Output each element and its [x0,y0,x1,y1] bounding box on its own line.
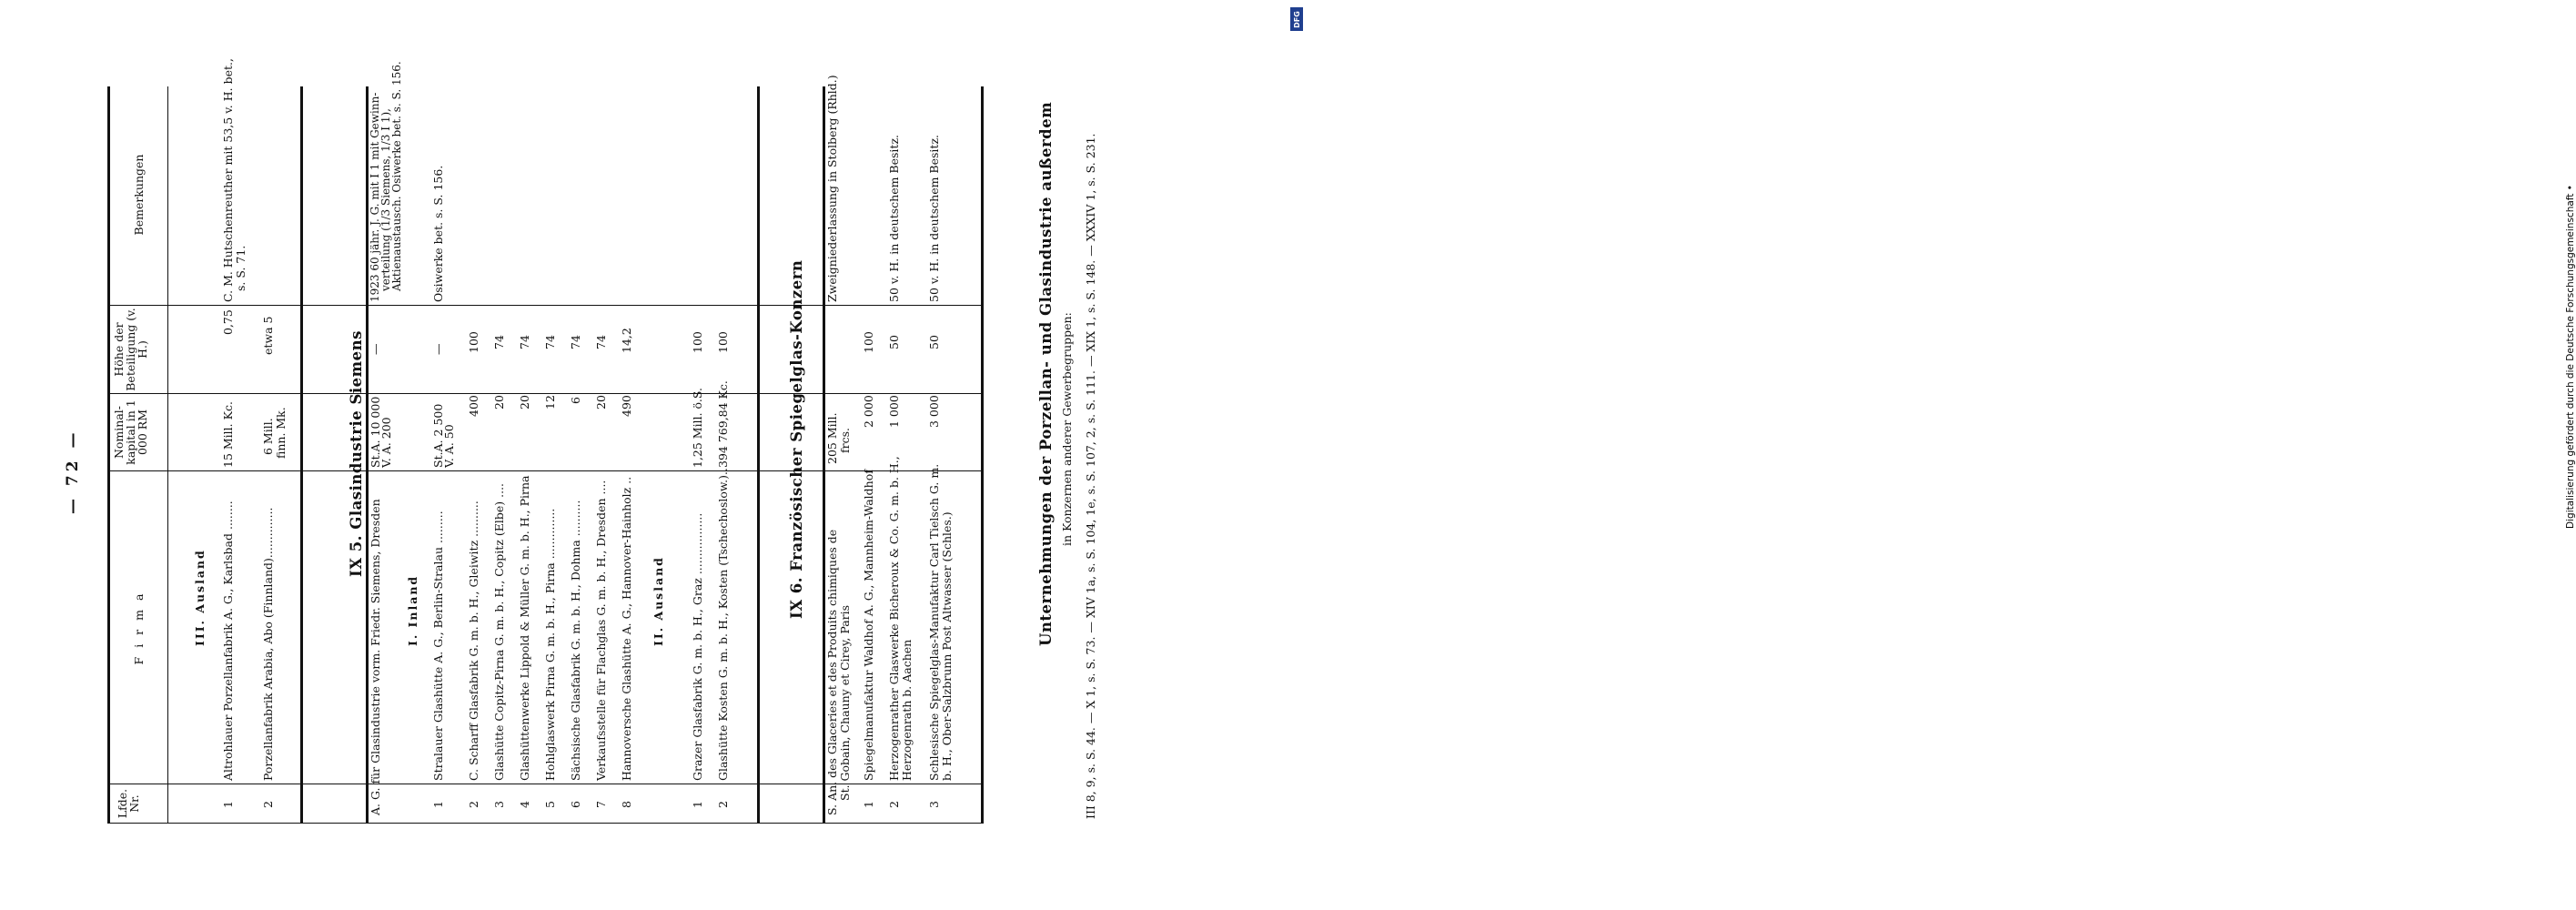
table-row-nr: 2 [716,801,730,808]
table-row-kapital: 400 [467,395,480,417]
table-row-firma: Sächsische Glasfabrik G. m. b. H., Dohma .......... [569,500,582,781]
table-row-kapital: 20 [594,395,608,410]
table-row-bemerkung: 50 v. H. in deutschem Besitz. [927,134,941,302]
table-row-kapital: 205 Mill. [825,412,839,464]
table-row-hoehe: 50 [887,335,901,349]
table-row-nr: 4 [518,801,531,808]
footer-title: Unternehmungen der Porzellan- und Glasindustrie außerdem [1037,101,1055,646]
table-row-nr: 1 [691,801,704,808]
table-row-bemerkung: C. M. Hutschenreuther mit 53,5 v. H. bet., [221,58,235,302]
table-row-kapital: St.A. 2 500 [431,403,445,468]
table-row-firma: Schlesische Spiegelglas-Manufaktur Carl Tielsch G. m. [927,463,941,781]
table-row-hoehe: 0,75 [221,309,235,335]
table-row-hoehe: 100 [862,331,875,353]
table-row-hoehe: 50 [927,335,941,349]
table-row-hoehe: 100 [467,331,480,353]
credit-text: Digitalisierung gefördert durch die Deutsche Forschungsgemeinschaft • [2565,185,2576,529]
table-row-kapital: 394 769,84 Kc. [716,380,730,468]
table-row-hoehe: 74 [569,335,582,349]
table-row-hoehe: 100 [691,331,704,353]
table-row-firma: St. Gobain, Chauny et Cirey, Paris [838,604,852,801]
table-row-bemerkung: verteilung (1/3 Siemens, 1/3 I 1), [379,108,392,291]
table-row-kapital: 2 000 [862,395,875,428]
table-row-kapital: St.A. 10 000 [369,396,382,468]
header-kapital: Nominal- kapital in 1 000 RM [112,399,149,465]
table-row-firma: Verkaufsstelle für Flachglas G. m. b. H., Dresden .... [594,480,608,781]
table-row-hoehe: etwa 5 [261,316,275,355]
table-row-bemerkung: Aktienaustausch. Osiwerke bet. s. S. 156. [390,61,403,291]
table-row-hoehe: 74 [543,335,557,349]
table-row-kapital: 3 000 [927,395,941,428]
table-row-firma: Glashütte Copitz-Pirna G. m. b. H., Copitz (Elbe) .... [492,482,506,781]
table-row-hoehe: — [431,343,445,355]
table-row-firma: A. G. für Glasindustrie vorm. Friedr. Siemens, Dresden [369,499,382,815]
table-row-bemerkung: 1923 60 jähr. J. G. mit I 1 mit Gewinn- [369,92,381,302]
table-row-kapital: 6 Mill. [261,418,275,455]
digitization-credit [1278,0,2576,910]
section-heading-ausland: III. Ausland [193,549,207,646]
table-row-nr: 3 [492,801,506,808]
table-row-hoehe: 100 [716,331,730,353]
table-row-kapital: 20 [492,395,506,410]
table-row-bemerkung: s. S. 71. [234,245,247,291]
table-row-kapital: 6 [569,397,582,404]
table-row-hoehe: 74 [518,335,531,349]
header-firma: F i r m a [132,591,146,665]
table-row-bemerkung: Osiwerke bet. s. S. 156. [431,165,445,302]
table-row-firma: Porzellanfabrik Arabia, Abo (Finnland).............. [261,507,275,781]
table-row-kapital: 490 [620,395,633,417]
table-row-kapital: 20 [518,395,531,410]
table-row-kapital: 1,25 Mill. ö.S. [691,388,704,468]
table-row-hoehe: 74 [594,335,608,349]
header-nr: Lfde. Nr. [116,788,141,819]
table-row-hoehe: — [369,343,382,355]
table-row-hoehe: 14,2 [620,328,633,353]
footer-subtitle: in Konzernen anderer Gewerbegruppen: [1060,312,1074,546]
header-hoehe: Höhe der Beteiligung (v. H.) [112,308,149,391]
table-row-kapital: V. A. 50 [442,424,456,468]
table-row-firma: b. H., Ober-Salzbrunn Post Altwasser (Schles.) [940,511,954,781]
table-row-firma: Glashütte Kosten G. m. b. H., Kosten (Tschechoslow.).. [716,468,730,781]
table-row-kapital: 12 [543,395,557,410]
table-row-nr: 6 [569,801,582,808]
table-row-nr: 2 [467,801,480,808]
table-row-nr: 1 [862,801,875,808]
table-row-kapital: 1 000 [887,395,901,428]
table-row-kapital: finn. Mk. [274,407,288,459]
table-row-firma: Herzogenrath b. Aachen [900,639,914,781]
table-row-bemerkung: Zweigniederlassung in Stolberg (Rhld.) [825,75,839,302]
page-number: — 72 — [64,429,82,514]
table-row-firma: Glashüttenwerke Lippold & Müller G. m. b. H., Pirna [518,475,531,781]
table-row-nr: 1 [431,801,445,808]
footer-references: III 8, 9, s. S. 44. — X 1, s. S. 73. — XIV 1a, s. S. 104, 1e, s. S. 107, 2, s. S. 111. — XIX 1, s. S. 148. — XXXIV 1, s. S. 231. [1084,133,1097,819]
table-row-firma: S. An. des Glaceries et des Produits chimiques de [825,529,839,815]
table-row-nr: 8 [620,801,633,808]
table-row-firma: Spiegelmanufaktur Waldhof A. G., Mannheim-Waldhof [862,470,875,781]
header-bemerkungen: Bemerkungen [132,154,146,236]
table-row-nr: 2 [887,801,901,808]
table-row-nr: 7 [594,801,608,808]
table-row-nr: 3 [927,801,941,808]
table-row-bemerkung: 50 v. H. in deutschem Besitz. [887,134,901,302]
table-row-nr: 5 [543,801,557,808]
section-title-spiegelglas: IX 6. Französischer Spiegelglas-Konzern [788,259,805,619]
table-row-firma: C. Scharff Glasfabrik G. m. b. H., Gleiwitz .......... [467,500,480,781]
dfg-logo-icon: DFG [1290,7,1303,31]
table-row-kapital: V. A. 200 [379,417,393,468]
table-row-kapital: frcs. [838,428,852,453]
table-row-hoehe: 74 [492,335,506,349]
table-row-nr: 2 [261,801,275,808]
table-row-nr: 1 [221,801,235,808]
section-title-siemens: IX 5. Glasindustrie Siemens [348,330,365,577]
table-row-firma: Hohlglaswerk Pirna G. m. b. H., Pirna .............. [543,508,557,781]
table-row-firma: Stralauer Glashütte A. G., Berlin-Stralau ......... [431,511,445,781]
table-row-kapital: 15 Mill. Kc. [221,401,235,468]
table-row-firma: Hannoversche Glashütte A. G., Hannover-Hainholz .. [620,476,633,781]
table-row-firma: Herzogenrather Glaswerke Bicheroux & Co. G. m. b. H., [887,456,901,781]
table-row-firma: Altrohlauer Porzellanfabrik A. G., Karlsbad ........ [221,500,235,781]
table-row-firma: Grazer Glasfabrik G. m. b. H., Graz ................. [691,512,704,781]
section-heading-inland: I. Inland [406,574,419,646]
section-heading-siemens-ausland: II. Ausland [652,556,665,646]
